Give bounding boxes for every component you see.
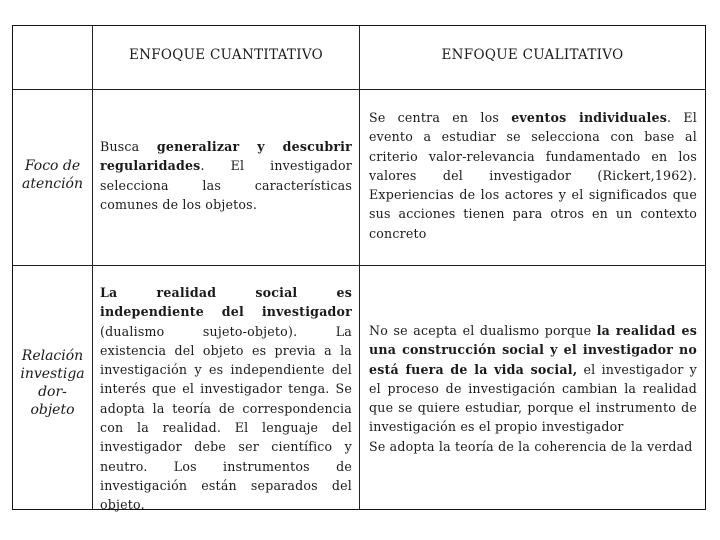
column-divider-2 [359,26,360,509]
row-label-line: dor- [38,384,67,400]
row-divider-2 [13,265,705,266]
cell-focus-quantitative [100,137,352,214]
text-run: Se centra en los [369,110,512,125]
bold-text-run: eventos individuales [511,110,667,125]
header-empty-cell [13,26,92,89]
text-run: (dualismo sujeto-objeto). La existencia del objeto es previa a la investigación y es independiente del interés que el investigador tenga. Se adopta la teoría de correspondencia con la realidad. El lenguaje del investigador debe ser científico y neutro. Los instrumentos de investigación están separados del objeto. [100,323,352,513]
cell-relation-quantitative [100,283,352,515]
header-qualitative [360,47,705,63]
bold-text-run: La realidad social es independiente del investigador [100,285,352,320]
bold-text-run: la realidad es una construcción social y el investigador no está fuera de la vida social, [369,323,698,377]
row-label-line: objeto [30,402,75,418]
text-run: No se acepta el dualismo porque [369,323,597,338]
text-run: el investigador y el proceso de investigación cambian la realidad que se quiere estudiar, porque el instrumento de investigación es el propio investigador [369,361,697,435]
text-run: Busca [100,139,157,154]
header-quantitative [93,47,359,63]
bold-text-run: generalizar y descubrir regularidades [100,139,353,174]
row-label-relation [13,347,92,419]
row-label-line: atención [21,176,84,192]
row-label-line: Relación [21,348,84,364]
text-run: . El evento a estudiar se selecciona con base al criterio valor-relevancia fundamentado en los valores del investigador (Rickert,1962). Experiencias de los actores y el significados que sus acciones tienen para otros en un contexto concreto [369,110,697,241]
row-divider-1 [13,89,705,90]
header-qualitative-text: ENFOQUE CUALITATIVO [441,47,624,63]
comparison-table [12,25,706,513]
cell-relation-qualitative [369,321,697,456]
header-quantitative-text: ENFOQUE CUANTITATIVO [128,47,324,63]
cell-focus-qualitative [369,108,697,243]
column-divider-1 [92,26,93,509]
text-run: . El investigador selecciona las características comunes de los objetos. [100,158,352,212]
text-run: Se adopta la teoría de la coherencia de la verdad [369,438,693,454]
row-label-line: Foco de [24,158,81,174]
row-label-focus [13,157,92,193]
row-label-line: investiga [20,366,85,382]
